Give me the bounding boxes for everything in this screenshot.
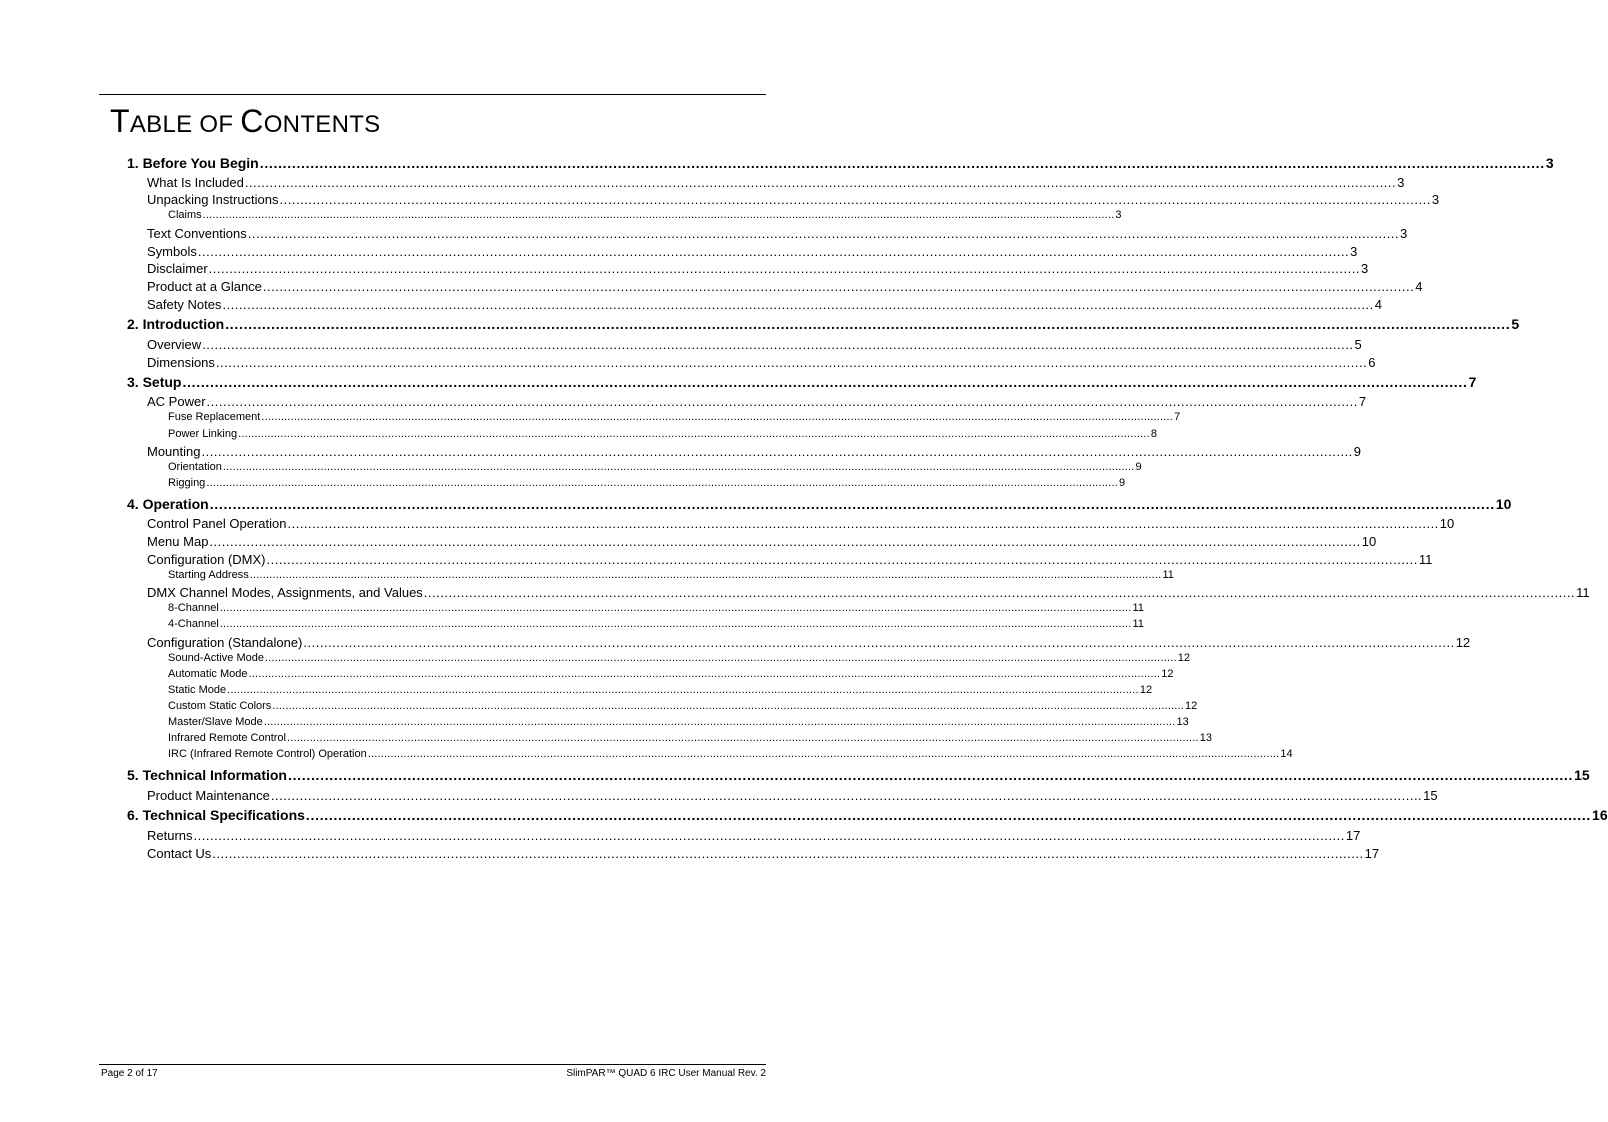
- toc-entry-level-3[interactable]: [168, 569, 1174, 581]
- toc-entry-label: Unpacking Instructions: [147, 192, 279, 207]
- toc-dot-leader: ........................................................................................................................................................................................................................................................................................: [261, 411, 1174, 423]
- toc-entry-level-2[interactable]: [147, 635, 1471, 650]
- toc-dot-leader: ........................................................................................................................................................................................................................................................................................: [209, 534, 1361, 549]
- toc-entry-label: Starting Address: [168, 569, 249, 581]
- toc-dot-leader: ........................................................................................................................................................................................................................................................................................: [219, 602, 1132, 614]
- toc-entry-label: Automatic Mode: [168, 668, 248, 680]
- toc-entry-label: Infrared Remote Control: [168, 732, 286, 744]
- toc-dot-leader: ........................................................................................................................................................................................................................................................................................: [238, 428, 1150, 440]
- toc-entry-page-number: 5: [1511, 316, 1520, 332]
- toc-entry-label: Returns: [147, 828, 193, 843]
- toc-entry-level-2[interactable]: [147, 175, 1405, 190]
- toc-entry-label: Custom Static Colors: [168, 700, 272, 712]
- toc-entry-page-number: 3: [1431, 192, 1440, 207]
- toc-entry-page-number: 11: [1132, 602, 1144, 614]
- toc-entry-page-number: 3: [1400, 226, 1408, 241]
- toc-dot-leader: ........................................................................................................................................................................................................................................................................................: [244, 175, 1397, 190]
- toc-entry-level-3[interactable]: [168, 428, 1157, 440]
- toc-dot-leader: ........................................................................................................................................................................................................................................................................................: [266, 552, 1418, 567]
- footer-rule: [99, 1064, 766, 1065]
- toc-entry-level-2[interactable]: [147, 337, 1362, 352]
- toc-entry-page-number: 13: [1199, 732, 1212, 744]
- toc-entry-level-2[interactable]: [147, 788, 1438, 803]
- toc-entry-page-number: 11: [1576, 585, 1590, 600]
- toc-dot-leader: ........................................................................................................................................................................................................................................................................................: [215, 355, 1368, 370]
- toc-entry-page-number: 11: [1132, 618, 1144, 630]
- toc-entry-level-2[interactable]: [147, 585, 1590, 600]
- toc-entry-page-number: 3: [1397, 175, 1405, 190]
- toc-dot-leader: ........................................................................................................................................................................................................................................................................................: [270, 788, 1423, 803]
- toc-entry-level-3[interactable]: [168, 748, 1293, 760]
- toc-entry-level-1[interactable]: [127, 496, 1512, 512]
- toc-entry-level-2[interactable]: [147, 444, 1362, 459]
- page-title: TABLE OF CONTENTS: [110, 103, 381, 139]
- toc-entry-page-number: 11: [1418, 552, 1433, 567]
- toc-entry-page-number: 8: [1150, 428, 1157, 440]
- toc-entry-page-number: 16: [1592, 807, 1608, 823]
- toc-entry-page-number: 3: [1115, 209, 1122, 221]
- toc-entry-label: 8-Channel: [168, 602, 219, 614]
- toc-entry-page-number: 4: [1415, 279, 1423, 294]
- toc-entry-level-3[interactable]: [168, 602, 1144, 614]
- header-rule: [99, 94, 766, 95]
- toc-entry-page-number: 15: [1423, 788, 1438, 803]
- toc-entry-label: Dimensions: [147, 355, 215, 370]
- toc-dot-leader: ........................................................................................................................................................................................................................................................................................: [262, 279, 1415, 294]
- toc-entry-page-number: 17: [1364, 846, 1380, 861]
- toc-entry-label: Configuration (Standalone): [147, 635, 303, 650]
- toc-entry-label: Text Conventions: [147, 226, 247, 241]
- toc-dot-leader: ........................................................................................................................................................................................................................................................................................: [288, 767, 1574, 783]
- toc-dot-leader: ........................................................................................................................................................................................................................................................................................: [206, 477, 1119, 489]
- toc-entry-label: 2. Introduction: [127, 316, 225, 332]
- toc-entry-level-2[interactable]: [147, 828, 1361, 843]
- toc-entry-label: Overview: [147, 337, 202, 352]
- toc-entry-label: Disclaimer: [147, 261, 208, 276]
- toc-entry-level-2[interactable]: [147, 244, 1358, 259]
- toc-entry-level-3[interactable]: [168, 618, 1144, 630]
- toc-entry-label: 3. Setup: [127, 374, 182, 390]
- toc-entry-label: 1. Before You Begin: [127, 155, 259, 171]
- toc-entry-page-number: 12: [1161, 668, 1174, 680]
- toc-dot-leader: ........................................................................................................................................................................................................................................................................................: [287, 732, 1199, 744]
- toc-entry-label: Configuration (DMX): [147, 552, 266, 567]
- toc-dot-leader: ........................................................................................................................................................................................................................................................................................: [367, 748, 1280, 760]
- toc-dot-leader: ........................................................................................................................................................................................................................................................................................: [222, 461, 1135, 473]
- toc-entry-label: IRC (Infrared Remote Control) Operation: [168, 748, 367, 760]
- toc-entry-level-2[interactable]: [147, 297, 1382, 312]
- toc-dot-leader: ........................................................................................................................................................................................................................................................................................: [305, 807, 1592, 823]
- toc-entry-label: 4-Channel: [168, 618, 219, 630]
- toc-entry-page-number: 7: [1358, 394, 1367, 409]
- toc-entry-page-number: 14: [1280, 748, 1293, 760]
- toc-entry-page-number: 12: [1139, 684, 1153, 696]
- toc-entry-level-3[interactable]: [168, 477, 1126, 489]
- toc-entry-label: Symbols: [147, 244, 197, 259]
- toc-entry-page-number: 11: [1162, 569, 1174, 581]
- toc-entry-label: Master/Slave Mode: [168, 716, 263, 728]
- toc-entry-level-2[interactable]: [147, 355, 1376, 370]
- toc-entry-page-number: 3: [1360, 261, 1369, 276]
- toc-entry-level-3[interactable]: [168, 716, 1189, 728]
- toc-entry-label: Menu Map: [147, 534, 209, 549]
- toc-dot-leader: ........................................................................................................................................................................................................................................................................................: [248, 668, 1161, 680]
- toc-entry-page-number: 7: [1468, 374, 1477, 390]
- toc-entry-label: 4. Operation: [127, 496, 209, 512]
- toc-entry-level-2[interactable]: [147, 516, 1455, 531]
- toc-dot-leader: ........................................................................................................................................................................................................................................................................................: [202, 209, 1115, 221]
- toc-entry-level-2[interactable]: [147, 534, 1377, 549]
- toc-entry-level-3[interactable]: [168, 209, 1122, 221]
- toc-entry-level-1[interactable]: [127, 767, 1590, 783]
- toc-dot-leader: ........................................................................................................................................................................................................................................................................................: [265, 652, 1177, 664]
- toc-entry-page-number: 3: [1545, 155, 1554, 171]
- toc-entry-page-number: 10: [1361, 534, 1377, 549]
- toc-dot-leader: ........................................................................................................................................................................................................................................................................................: [423, 585, 1576, 600]
- toc-entry-level-2[interactable]: [147, 279, 1423, 294]
- toc-entry-page-number: 6: [1368, 355, 1376, 370]
- toc-entry-label: Control Panel Operation: [147, 516, 287, 531]
- toc-dot-leader: ........................................................................................................................................................................................................................................................................................: [182, 374, 1468, 390]
- toc-entry-label: Contact Us: [147, 846, 212, 861]
- toc-dot-leader: ........................................................................................................................................................................................................................................................................................: [222, 297, 1374, 312]
- toc-entry-level-1[interactable]: [127, 316, 1520, 332]
- toc-entry-label: Safety Notes: [147, 297, 222, 312]
- toc-entry-label: Rigging: [168, 477, 206, 489]
- toc-entry-page-number: 15: [1574, 767, 1590, 783]
- toc-entry-page-number: 7: [1174, 411, 1181, 423]
- toc-dot-leader: ........................................................................................................................................................................................................................................................................................: [279, 192, 1431, 207]
- toc-entry-level-1[interactable]: [127, 155, 1554, 171]
- toc-entry-level-2[interactable]: [147, 226, 1408, 241]
- toc-dot-leader: ........................................................................................................................................................................................................................................................................................: [219, 618, 1132, 630]
- footer-document-title: SlimPAR™ QUAD 6 IRC User Manual Rev. 2: [566, 1068, 766, 1079]
- toc-entry-label: Product at a Glance: [147, 279, 262, 294]
- toc-dot-leader: ........................................................................................................................................................................................................................................................................................: [263, 716, 1176, 728]
- toc-entry-page-number: 12: [1177, 652, 1190, 664]
- toc-entry-label: Sound-Active Mode: [168, 652, 264, 664]
- toc-dot-leader: ........................................................................................................................................................................................................................................................................................: [209, 496, 1495, 512]
- toc-entry-label: Fuse Replacement: [168, 411, 261, 423]
- toc-entry-level-3[interactable]: [168, 684, 1153, 696]
- toc-entry-level-3[interactable]: [168, 652, 1190, 664]
- toc-entry-label: What Is Included: [147, 175, 244, 190]
- toc-dot-leader: ........................................................................................................................................................................................................................................................................................: [193, 828, 1345, 843]
- footer-page-number: Page 2 of 17: [101, 1068, 158, 1079]
- toc-entry-level-3[interactable]: [168, 411, 1181, 423]
- toc-entry-label: Static Mode: [168, 684, 227, 696]
- toc-entry-page-number: 9: [1135, 461, 1142, 473]
- toc-entry-level-2[interactable]: [147, 192, 1440, 207]
- toc-dot-leader: ........................................................................................................................................................................................................................................................................................: [208, 261, 1360, 276]
- toc-entry-label: DMX Channel Modes, Assignments, and Values: [147, 585, 423, 600]
- toc-entry-label: Product Maintenance: [147, 788, 270, 803]
- toc-entry-page-number: 12: [1185, 700, 1198, 712]
- toc-entry-level-2[interactable]: [147, 261, 1369, 276]
- toc-dot-leader: ........................................................................................................................................................................................................................................................................................: [197, 244, 1350, 259]
- toc-entry-level-3[interactable]: [168, 732, 1212, 744]
- toc-entry-level-1[interactable]: [127, 807, 1608, 823]
- toc-entry-level-1[interactable]: [127, 374, 1477, 390]
- toc-entry-label: AC Power: [147, 394, 206, 409]
- toc-dot-leader: ........................................................................................................................................................................................................................................................................................: [227, 684, 1139, 696]
- toc-dot-leader: ........................................................................................................................................................................................................................................................................................: [303, 635, 1455, 650]
- toc-entry-page-number: 10: [1495, 496, 1512, 512]
- toc-entry-level-2[interactable]: [147, 846, 1380, 861]
- toc-entry-level-2[interactable]: [147, 394, 1367, 409]
- toc-dot-leader: ........................................................................................................................................................................................................................................................................................: [202, 337, 1354, 352]
- toc-dot-leader: ........................................................................................................................................................................................................................................................................................: [206, 394, 1358, 409]
- toc-entry-level-3[interactable]: [168, 461, 1142, 473]
- toc-entry-page-number: 9: [1119, 477, 1126, 489]
- toc-dot-leader: ........................................................................................................................................................................................................................................................................................: [249, 569, 1162, 581]
- toc-entry-label: Power Linking: [168, 428, 238, 440]
- toc-entry-page-number: 17: [1345, 828, 1361, 843]
- toc-entry-page-number: 12: [1455, 635, 1471, 650]
- toc-entry-label: Orientation: [168, 461, 222, 473]
- toc-entry-page-number: 9: [1353, 444, 1362, 459]
- toc-dot-leader: ........................................................................................................................................................................................................................................................................................: [287, 516, 1439, 531]
- toc-entry-label: 5. Technical Information: [127, 767, 287, 783]
- toc-entry-level-3[interactable]: [168, 700, 1198, 712]
- toc-entry-label: Mounting: [147, 444, 201, 459]
- toc-dot-leader: ........................................................................................................................................................................................................................................................................................: [201, 444, 1353, 459]
- toc-entry-label: 6. Technical Specifications: [127, 807, 305, 823]
- toc-entry-page-number: 13: [1176, 716, 1189, 728]
- toc-entry-level-3[interactable]: [168, 668, 1174, 680]
- toc-dot-leader: ........................................................................................................................................................................................................................................................................................: [247, 226, 1400, 241]
- toc-entry-page-number: 3: [1350, 244, 1358, 259]
- toc-dot-leader: ........................................................................................................................................................................................................................................................................................: [272, 700, 1185, 712]
- toc-entry-page-number: 10: [1439, 516, 1455, 531]
- toc-entry-page-number: 4: [1374, 297, 1382, 312]
- toc-dot-leader: ........................................................................................................................................................................................................................................................................................: [259, 155, 1545, 171]
- toc-dot-leader: ........................................................................................................................................................................................................................................................................................: [225, 316, 1511, 332]
- toc-entry-page-number: 5: [1354, 337, 1362, 352]
- toc-entry-level-2[interactable]: [147, 552, 1433, 567]
- toc-dot-leader: ........................................................................................................................................................................................................................................................................................: [212, 846, 1364, 861]
- toc-entry-label: Claims: [168, 209, 202, 221]
